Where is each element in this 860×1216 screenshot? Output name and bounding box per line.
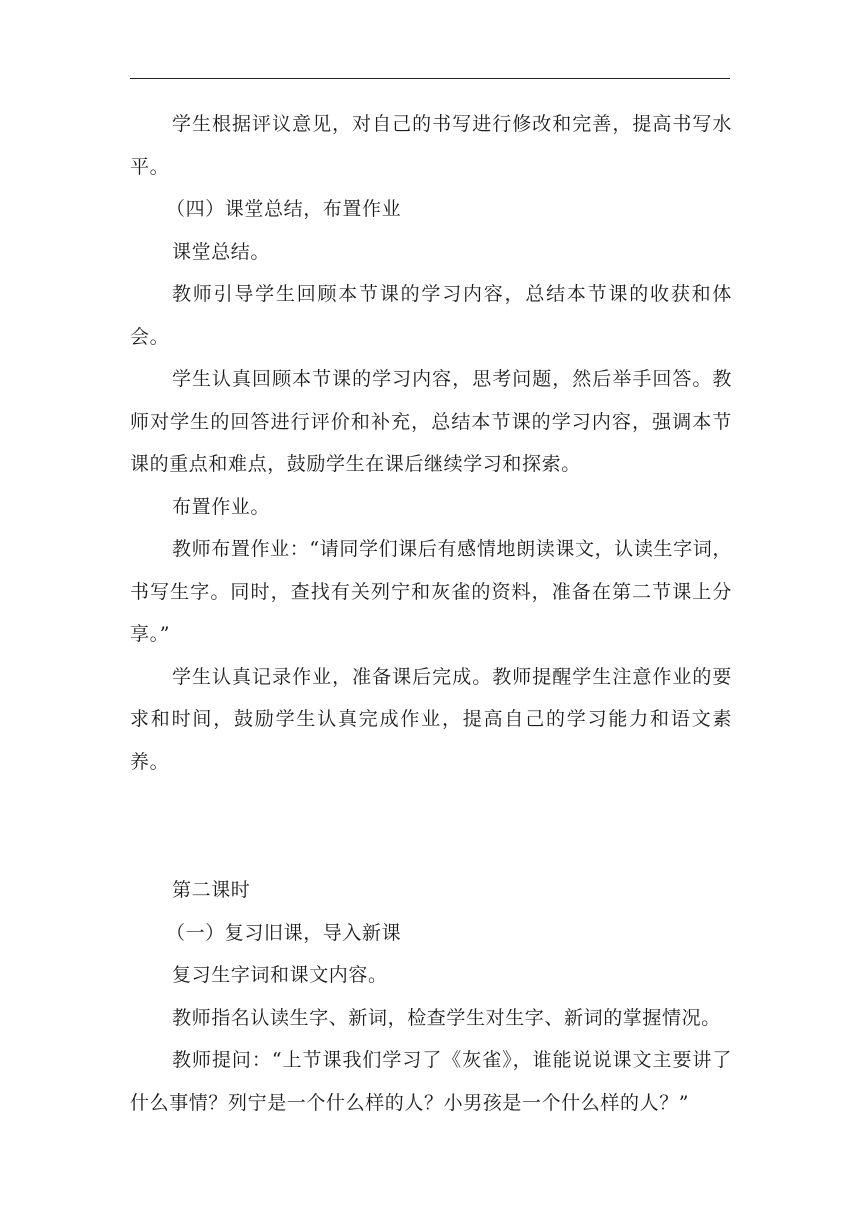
paragraph-student-review: 学生认真回顾本节课的学习内容，思考问题，然后举手回答。教师对学生的回答进行评价和补充，总结本节课的学习内容，强调本节课的重点和难点，鼓励学生在课后继续学习和探索。 (130, 368, 732, 475)
section-gap (130, 783, 732, 869)
subheading-review-words: 复习生字词和课文内容。 (172, 964, 388, 986)
header-rule (130, 78, 730, 79)
section-heading-summary: （四）课堂总结，布置作业 (166, 198, 402, 220)
document-body (130, 103, 732, 1124)
paragraph-teacher-review: 教师引导学生回顾本节课的学习内容，总结本节课的收获和体会。 (130, 283, 732, 348)
subheading-homework: 布置作业。 (172, 495, 271, 518)
paragraph-homework-assignment: 教师布置作业：“请同学们课后有感情地朗读课文，认读生字词，书写生字。同时，查找有关列宁和灰雀的资料，准备在第二节课上分享。” (130, 538, 732, 645)
subheading-class-summary: 课堂总结。 (172, 240, 271, 263)
paragraph-teacher-question: 教师提问：“上节课我们学习了《灰雀》，谁能说说课文主要讲了什么事情？列宁是一个什么样的人？小男孩是一个什么样的人？” (130, 1049, 732, 1114)
paragraph-revise-writing: 学生根据评议意见，对自己的书写进行修改和完善，提高书写水平。 (130, 113, 732, 178)
paragraph-homework-record: 学生认真记录作业，准备课后完成。教师提醒学生注意作业的要求和时间，鼓励学生认真完成作业，提高自己的学习能力和语文素养。 (130, 665, 732, 773)
paragraph-check-words: 教师指名认读生字、新词，检查学生对生字、新词的掌握情况。 (172, 1006, 721, 1029)
section-heading-review: （一）复习旧课，导入新课 (166, 921, 402, 944)
lesson-heading-second: 第二课时 (172, 879, 251, 901)
